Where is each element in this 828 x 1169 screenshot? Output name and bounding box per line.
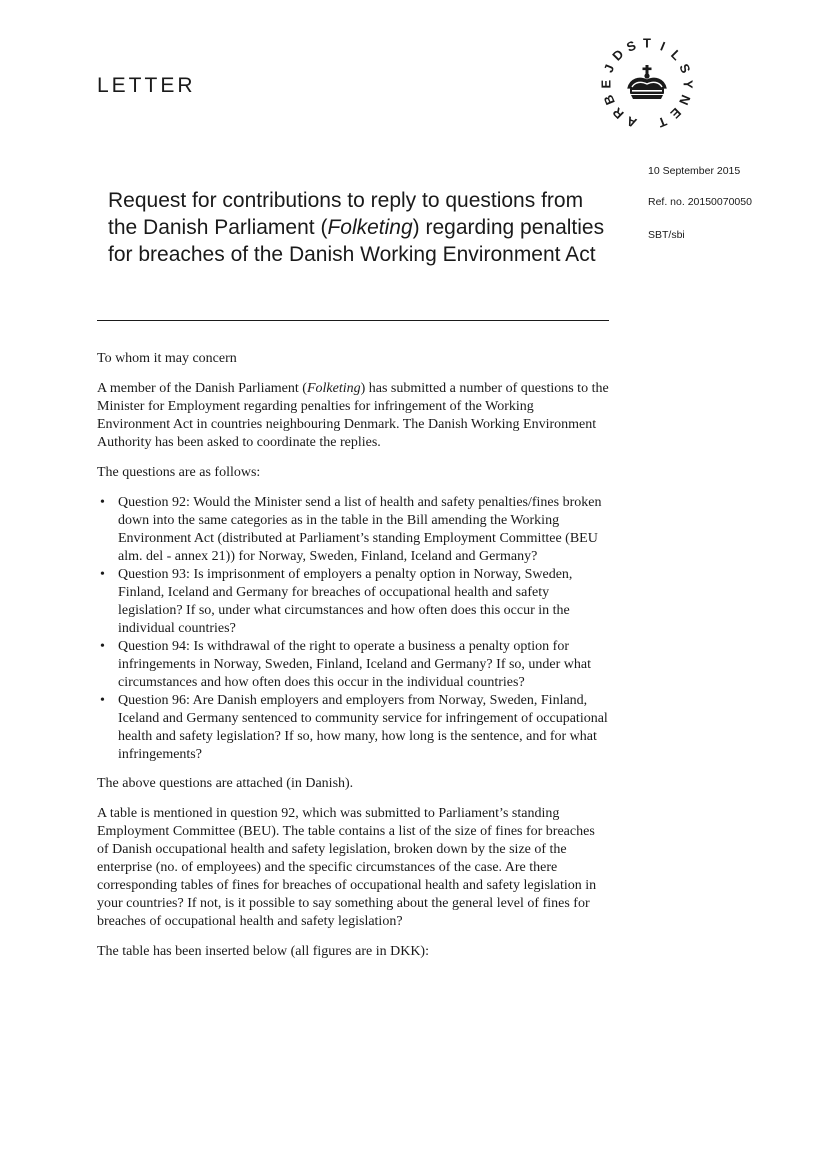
question-item: • Question 94: Is withdrawal of the right to operate a business a penalty option for infringements in Norway, Sweden, Finland, Iceland and Germany? If so, under what circumstances and how often does this occur in the individual countries? — [97, 638, 609, 692]
author-initials: SBT/sbi — [648, 229, 685, 241]
table-paragraph: A table is mentioned in question 92, which was submitted to Parliament’s standing Employment Committee (BEU). The table contains a list of the size of fines for breaches of Danish occupational health and safety legislation, broken down by the size of the enterprise (no. of employees) and the specific circumstances of the case. Are there corresponding tables of fines for breaches of occupational health and safety legislation in your countries? If not, is it possible to say something about the general level of fines for breaches of occupational health and safety legislation? — [97, 806, 597, 929]
title-divider — [97, 320, 609, 321]
seal-letter: S — [676, 61, 694, 76]
crown-icon — [628, 65, 666, 99]
seal-letter: I — [658, 38, 668, 54]
seal-letter: L — [668, 46, 685, 64]
seal-letter: D — [609, 46, 627, 64]
seal-letter: R — [609, 104, 627, 122]
authority-seal — [590, 30, 705, 145]
salutation: To whom it may concern — [97, 351, 237, 366]
attached-note: The above questions are attached (in Danish). — [97, 776, 354, 791]
title-part1: Request for contributions to reply to questions from the Danish Parliament ( — [108, 189, 584, 239]
seal-letter: Y — [680, 79, 696, 89]
seal-letter: E — [598, 79, 614, 89]
seal-letter: B — [600, 92, 618, 108]
authority-logo — [590, 30, 705, 145]
title-italic: Folketing — [327, 216, 413, 239]
intro-italic: Folketing — [306, 381, 361, 396]
table-intro: The table has been inserted below (all figures are in DKK): — [97, 944, 429, 959]
title-part2: ) regarding penalties for breaches of the Danish Working Environment Act — [108, 216, 605, 266]
seal-letter: N — [676, 92, 694, 108]
letter-body — [97, 350, 609, 973]
seal-letter: E — [667, 104, 685, 122]
letter-title — [108, 187, 608, 268]
questions-intro: The questions are as follows: — [97, 465, 261, 480]
questions-list — [97, 494, 609, 764]
intro-paragraph — [97, 380, 609, 452]
reference-number: Ref. no. 20150070050 — [648, 196, 752, 208]
question-item: • Question 93: Is imprisonment of employers a penalty option in Norway, Sweden, Finland, Iceland and Germany for breaches of occupational health and safety legislation? If so, under what circumstances and how often does this occur in the individual countries? — [97, 566, 609, 638]
seal-letter: J — [600, 62, 618, 75]
letter-label: LETTER — [97, 74, 196, 97]
seal-letter: S — [624, 37, 639, 55]
question-item: • Question 96: Are Danish employers and employers from Norway, Sweden, Finland, Iceland and Germany sentenced to community service for infringement of occupational health and safety legislation? If so, how many, how long is the sentence, and for what infringements? — [97, 692, 609, 764]
letter-date: 10 September 2015 — [648, 165, 741, 177]
intro-part1: A member of the Danish Parliament ( — [97, 381, 307, 396]
seal-letter: A — [624, 113, 639, 131]
intro-part2: ) has submitted a number of questions to the Minister for Employment regarding penalties for infringement of the Working Environment Act in countries neighbouring Denmark. The Danish Working Environment Authority has been asked to coordinate the replies. — [97, 381, 609, 450]
seal-letter: T — [655, 113, 669, 131]
seal-letter: T — [643, 35, 651, 51]
question-item: • Question 92: Would the Minister send a list of health and safety penalties/fines broken down into the same categories as in the table in the Bill amending the Working Environment Act (distributed at Parliament’s standing Employment Committee (BEU alm. del - annex 21)) for Norway, Sweden, Finland, Iceland and Germany? — [97, 494, 609, 566]
